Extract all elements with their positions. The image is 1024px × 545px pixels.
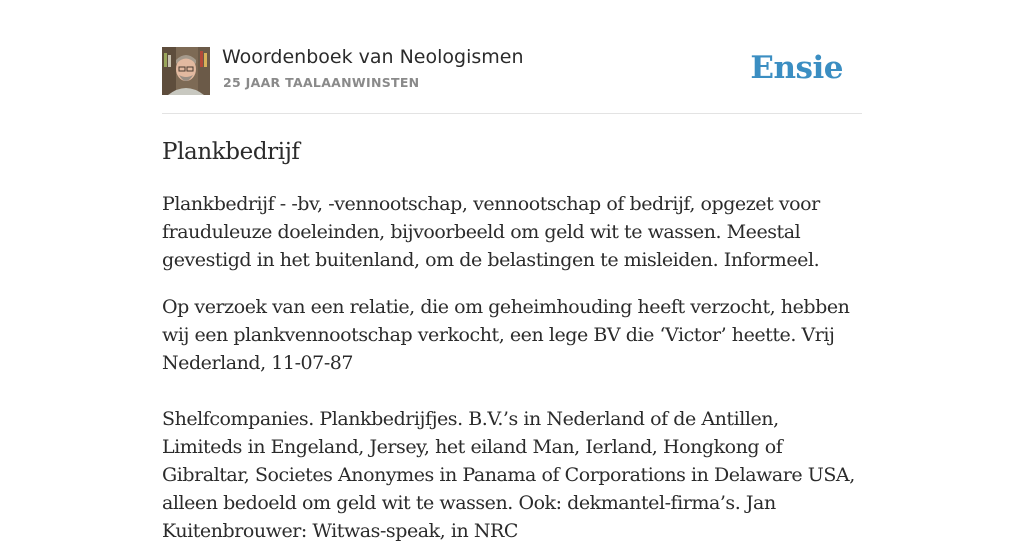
entry-quote-1: Op verzoek van een relatie, die om geheimhouding heeft verzocht, hebben wij een plankvennootschap verkocht, een lege BV die ‘Victor’ heette. Vrij Nederland, 11-07-87 [162, 296, 850, 374]
entry-quote-2: Shelfcompanies. Plankbedrijfjes. B.V.’s in Nederland of de Antillen, Limiteds in Engeland, Jersey, het eiland Man, Ierland, Hongkong of Gibraltar, Societes Anonymes in Panama of Corporations in Delaware USA, alleen bedoeld om geld wit te wassen. Ook: dekmantel-firma’s. Jan Kuitenbrouwer: Witwas-speak, in NRC [162, 408, 855, 542]
publication-header [162, 46, 862, 96]
ensie-logo[interactable]: Ensie [750, 50, 843, 86]
author-avatar[interactable] [162, 47, 210, 95]
entry-title: Plankbedrijf [162, 139, 300, 165]
entry-content [162, 137, 864, 545]
avatar-portrait-image [162, 47, 210, 95]
header-divider [162, 113, 862, 114]
entry-definition: Plankbedrijf - -bv, -vennootschap, vennootschap of bedrijf, opgezet voor frauduleuze doeleinden, bijvoorbeeld om geld wit te wassen. Meestal gevestigd in het buitenland, om de belastingen te misleiden. Informeel. [162, 193, 820, 271]
publication-tagline: 25 JAAR TAALAANWINSTEN [223, 75, 420, 90]
publication-name[interactable]: Woordenboek van Neologismen [222, 46, 524, 68]
